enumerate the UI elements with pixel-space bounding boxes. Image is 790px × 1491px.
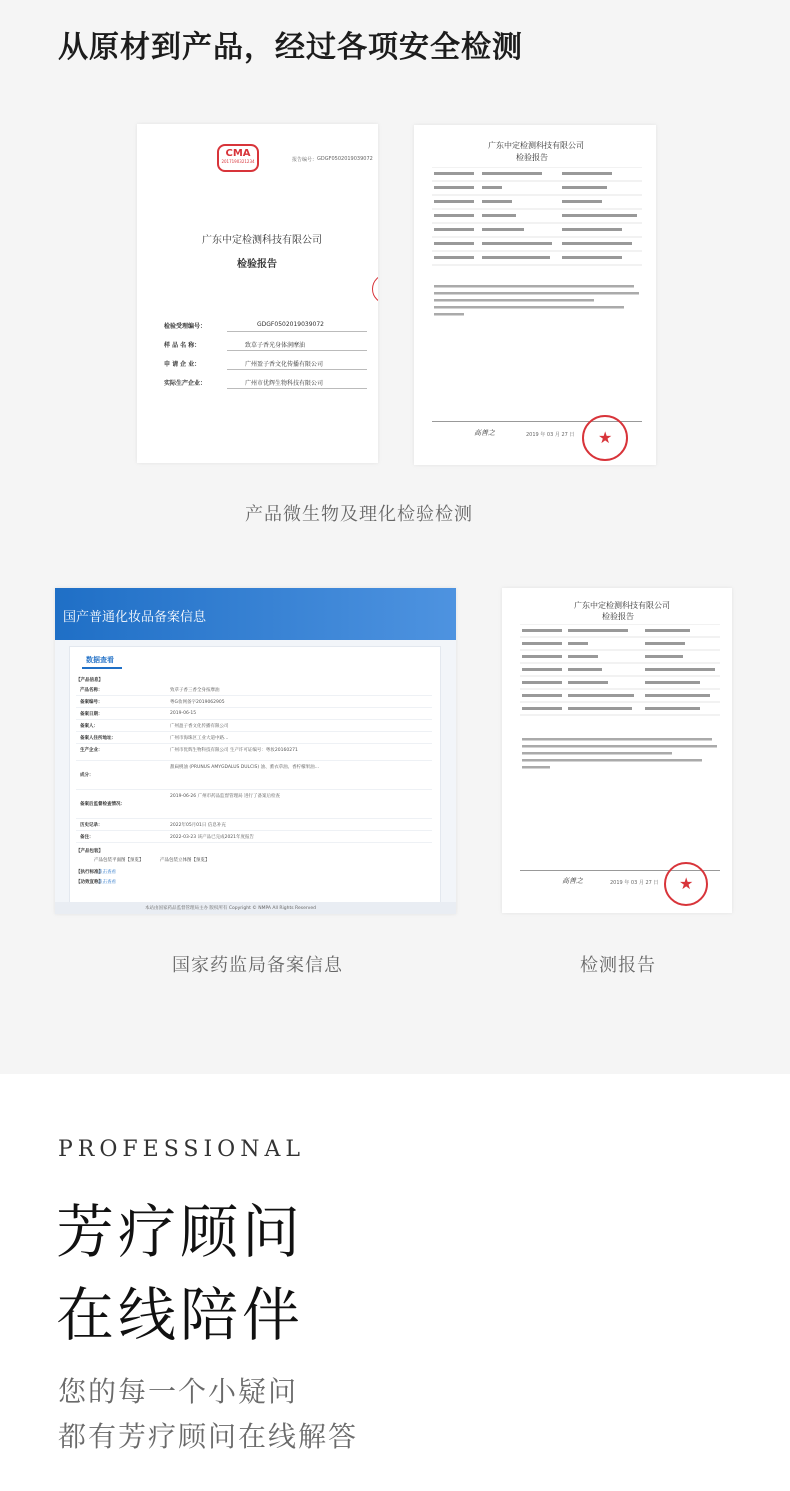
nmpa-header [55, 588, 456, 640]
report-conclusion [432, 283, 642, 323]
row-key: 生产企业： [80, 748, 103, 753]
report-no-label: 报告编号： [292, 157, 318, 163]
row-value: 2019-06-26 广州市药品监督管理局 进行了备案后检查 [170, 794, 281, 799]
report-company: 广东中定检测科技有限公司 [488, 141, 584, 150]
nmpa-header-title: 国产普通化妆品备案信息 [63, 610, 207, 625]
packaging-3d-link[interactable]: 产品包装立体图【预览】 [160, 858, 210, 863]
nmpa-footer-text: 本站由国家药品监督管理局主办 版权所有 Copyright © NMPA All Rights Reserved [145, 906, 316, 911]
professional-label: PROFESSIONAL [58, 1137, 305, 1162]
seal-star-icon: ★ [679, 874, 694, 893]
table-row [76, 685, 432, 696]
report-date: 2019 年 03 月 27 日 [610, 880, 659, 886]
row-value: 广州市海珠区工业大道中路… [170, 736, 229, 741]
table-row [76, 697, 432, 708]
packaging-front-link[interactable]: 产品包装平面图【预览】 [94, 858, 144, 863]
cma-stamp: CMA 2017190321234 [217, 144, 259, 172]
table-row [76, 820, 432, 831]
nmpa-panel [69, 646, 441, 908]
seal-star-icon: ★ [598, 428, 613, 447]
table-row [76, 762, 432, 790]
table-row [76, 709, 432, 720]
section-product-info: 【产品信息】 [76, 678, 103, 683]
row-key: 备注： [80, 835, 94, 840]
report-company: 广东中定检测科技有限公司 [574, 601, 670, 610]
row-key: 成分： [80, 773, 94, 778]
section-headline: 从原材到产品，经过各项安全检测 [58, 30, 523, 65]
company-name: 广东中定检测科技有限公司 [202, 235, 322, 246]
report-cover-image[interactable] [137, 124, 378, 463]
report-title: 检验报告 [602, 612, 634, 621]
tab-underline [82, 667, 122, 669]
caption-microbial-test: 产品微生物及理化检验检测 [245, 504, 473, 525]
report-title: 检验报告 [237, 259, 277, 270]
row-value: 致草子香三香全身按摩油 [170, 688, 220, 693]
table-row [76, 832, 432, 843]
row-key: 历史记录： [80, 823, 103, 828]
report-table [520, 624, 720, 732]
nmpa-footer [55, 902, 456, 914]
section-packaging: 【产品包装】 [76, 849, 103, 854]
row-key: 备案人： [80, 724, 98, 729]
field-val-2: 致草子香光身体润摩油 [245, 342, 306, 349]
row-key: 备案后监督检查情况： [80, 802, 125, 807]
report-title: 检验报告 [516, 153, 548, 162]
row-value: 2022-03-23 该产品已完成2021年度报告 [170, 835, 255, 840]
test-report-image[interactable] [502, 588, 732, 913]
row-value: 甜扁桃油 (PRUNUS AMYGDALUS DULCIS) 油、薰衣草油、香柠檬果油… [170, 765, 320, 770]
field-key-4: 实际生产企业： [164, 380, 207, 387]
section-standard: 【执行标准】 [76, 870, 103, 875]
report-page-image[interactable] [414, 125, 656, 465]
standard-view-link[interactable]: 点击查看 [98, 870, 116, 875]
row-value: 粤G妆网备字2019062905 [170, 700, 225, 705]
report-no: GDGF0502019039072 [317, 156, 373, 162]
row-value: 2019-06-15 [170, 711, 197, 716]
field-key-3: 申 请 企 业： [164, 361, 201, 368]
consultant-title-line2: 在线陪伴 [56, 1281, 305, 1349]
caption-nmpa-record: 国家药监局备案信息 [172, 955, 343, 976]
row-key: 备案编号： [80, 700, 103, 705]
table-row [76, 733, 432, 744]
table-row [76, 791, 432, 819]
row-key: 备案人住所地址： [80, 736, 116, 741]
caption-test-report: 检测报告 [580, 955, 656, 976]
consultant-title-line1: 芳疗顾问 [56, 1198, 305, 1266]
report-date: 2019 年 03 月 27 日 [526, 432, 575, 438]
claims-view-link[interactable]: 点击查看 [98, 880, 116, 885]
row-key: 备案日期： [80, 712, 103, 717]
nmpa-record-image[interactable] [55, 588, 456, 914]
table-row [76, 721, 432, 732]
edge-stamp [372, 274, 378, 304]
report-table [432, 167, 642, 279]
row-value: 广州市优辉生物科技有限公司 生产许可证编号：粤妆20160271 [170, 748, 298, 753]
report-conclusion [520, 736, 720, 776]
field-key-1: 检验受理编号： [164, 323, 207, 330]
field-val-4: 广州市优辉生物科技有限公司 [245, 380, 324, 387]
field-key-2: 样 品 名 称： [164, 342, 201, 349]
signature: 高善之 [562, 877, 583, 885]
table-row [76, 745, 432, 761]
consultant-subtitle-line1: 您的每一个小疑问 [58, 1375, 299, 1408]
row-value: 2022年05月01日 信息补充 [170, 823, 226, 828]
row-key: 产品名称： [80, 688, 103, 693]
tab-data-view[interactable]: 数据查看 [86, 656, 114, 664]
field-val-3: 广州盈子香文化传播有限公司 [245, 361, 324, 368]
row-value: 广州盈子香文化传播有限公司 [170, 724, 229, 729]
field-val-1: GDGF0502019039072 [257, 321, 324, 328]
consultant-subtitle-line2: 都有芳疗顾问在线解答 [58, 1420, 359, 1453]
signature: 高善之 [474, 429, 495, 437]
section-claims: 【功效宣称】 [76, 880, 103, 885]
